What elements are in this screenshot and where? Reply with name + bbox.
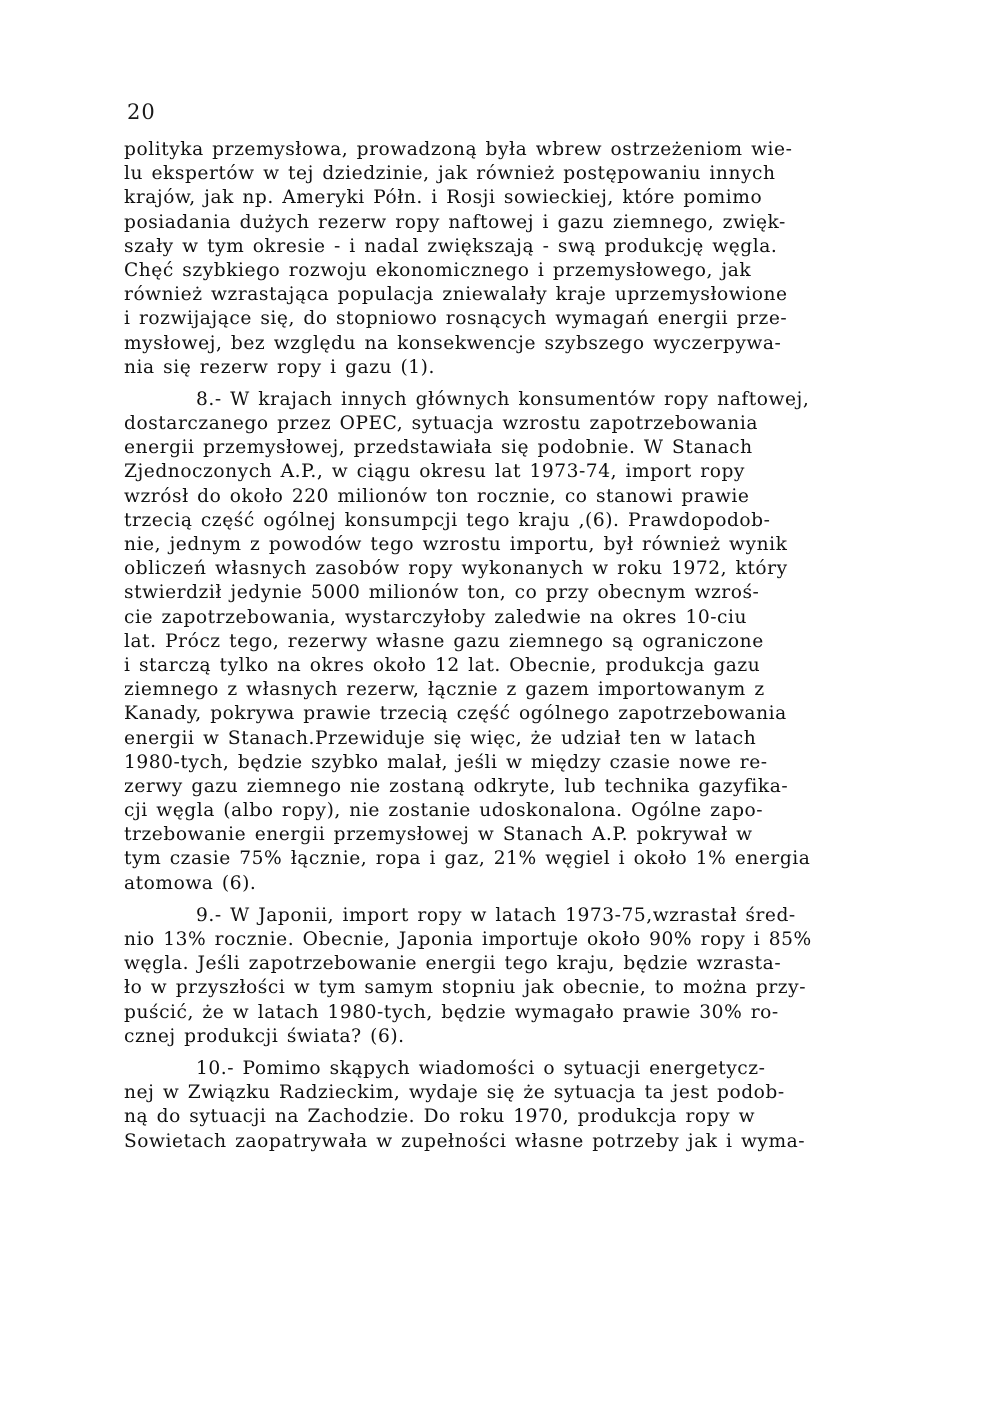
text-line: nia się rezerw ropy i gazu (1). [124,356,435,378]
text-line: dostarczanego przez OPEC, sytuacja wzrostu zapotrzebowania [124,413,758,435]
text-line: puścić, że w latach 1980-tych, będzie wymagało prawie 30% ro- [124,1001,779,1023]
text-line: również wzrastająca populacja zniewalały kraje uprzemysłowione [124,284,788,306]
text-line: nej w Związku Radzieckim, wydaje się że sytuacja ta jest podob- [124,1082,785,1104]
text-line: cji węgla (albo ropy), nie zostanie udoskonalona. Ogólne zapo- [124,800,764,822]
paragraph-8-start: 8.- W krajach innych głównych konsumentów ropy naftowej, [196,388,810,410]
text-line: tym czasie 75% łącznie, ropa i gaz, 21% węgiel i około 1% energia [124,848,811,870]
text-line: obliczeń własnych zasobów ropy wykonanych w roku 1972, który [124,558,788,580]
text-line: ło w przyszłości w tym samym stopniu jak obecnie, to można przy- [124,977,807,999]
text-line: Sowietach zaopatrywała w zupełności własne potrzeby jak i wyma- [124,1130,806,1152]
text-line: i rozwijające się, do stopniowo rosnących wymagań energii prze- [124,308,788,330]
text-line: Zjednoczonych A.P., w ciągu okresu lat 1973-74, import ropy [124,461,745,483]
paragraph-10-start: 10.- Pomimo skąpych wiadomości o sytuacji energetycz- [196,1057,766,1079]
text-line: trzecią część ogólnej konsumpcji tego kraju ,(6). Prawdopodob- [124,509,771,531]
text-line: mysłowej, bez względu na konsekwencje szybszego wyczerpywa- [124,332,782,354]
text-line: zerwy gazu ziemnego nie zostaną odkryte, lub technika gazyfika- [124,775,789,797]
text-line: i starczą tylko na okres około 12 lat. Obecnie, produkcja gazu [124,654,761,676]
text-line: posiadania dużych rezerw ropy naftowej i gazu ziemnego, zwięk- [124,211,786,233]
text-line: lu ekspertów w tej dziedzinie, jak również postępowaniu innych [124,163,776,185]
page-number: 20 [127,100,156,124]
text-line: 1980-tych, będzie szybko malał, jeśli w między czasie nowe re- [124,751,768,773]
text-line: ziemnego z własnych rezerw, łącznie z gazem importowanym z [124,679,765,701]
text-line: atomowa (6). [124,872,257,894]
text-line: nie, jednym z powodów tego wzrostu importu, był również wynik [124,534,788,555]
text-line: cie zapotrzebowania, wystarczyłoby zaledwie na okres 10-ciu [124,606,748,628]
text-line: stwierdził jedynie 5000 milionów ton, co przy obecnym wzroś- [124,582,760,604]
text-line: Chęć szybkiego rozwoju ekonomicznego i przemysłowego, jak [124,259,752,281]
text-line: energii w Stanach.Przewiduje się więc, że udział ten w latach [124,727,757,749]
text-line: krajów, jak np. Ameryki Półn. i Rosji sowieckiej, które pomimo [124,187,763,209]
paragraph-9-start: 9.- W Japonii, import ropy w latach 1973-75,wzrastał śred- [196,904,796,926]
text-line: wzrósł do około 220 milionów ton rocznie, co stanowi prawie [124,485,750,507]
text-line: cznej produkcji świata? (6). [124,1025,405,1047]
text-line: trzebowanie energii przemysłowej w Stanach A.P. pokrywał w [124,824,753,846]
text-line: polityka przemysłowa, prowadzoną była wbrew ostrzeżeniom wie- [124,139,793,160]
text-line: nio 13% rocznie. Obecnie, Japonia importuje około 90% ropy i 85% [124,929,812,950]
text-line: energii przemysłowej, przedstawiała się podobnie. W Stanach [124,437,753,459]
text-line: Kanady, pokrywa prawie trzecią część ogólnego zapotrzebowania [124,703,787,725]
text-line: węgla. Jeśli zapotrzebowanie energii tego kraju, będzie wzrasta- [124,953,782,975]
text-line: lat. Prócz tego, rezerwy własne gazu ziemnego są ograniczone [124,630,764,652]
text-line: ną do sytuacji na Zachodzie. Do roku 1970, produkcja ropy w [124,1106,756,1128]
body-text [124,138,884,1154]
text-line: szały w tym okresie - i nadal zwiększają - swą produkcję węgla. [124,235,778,257]
